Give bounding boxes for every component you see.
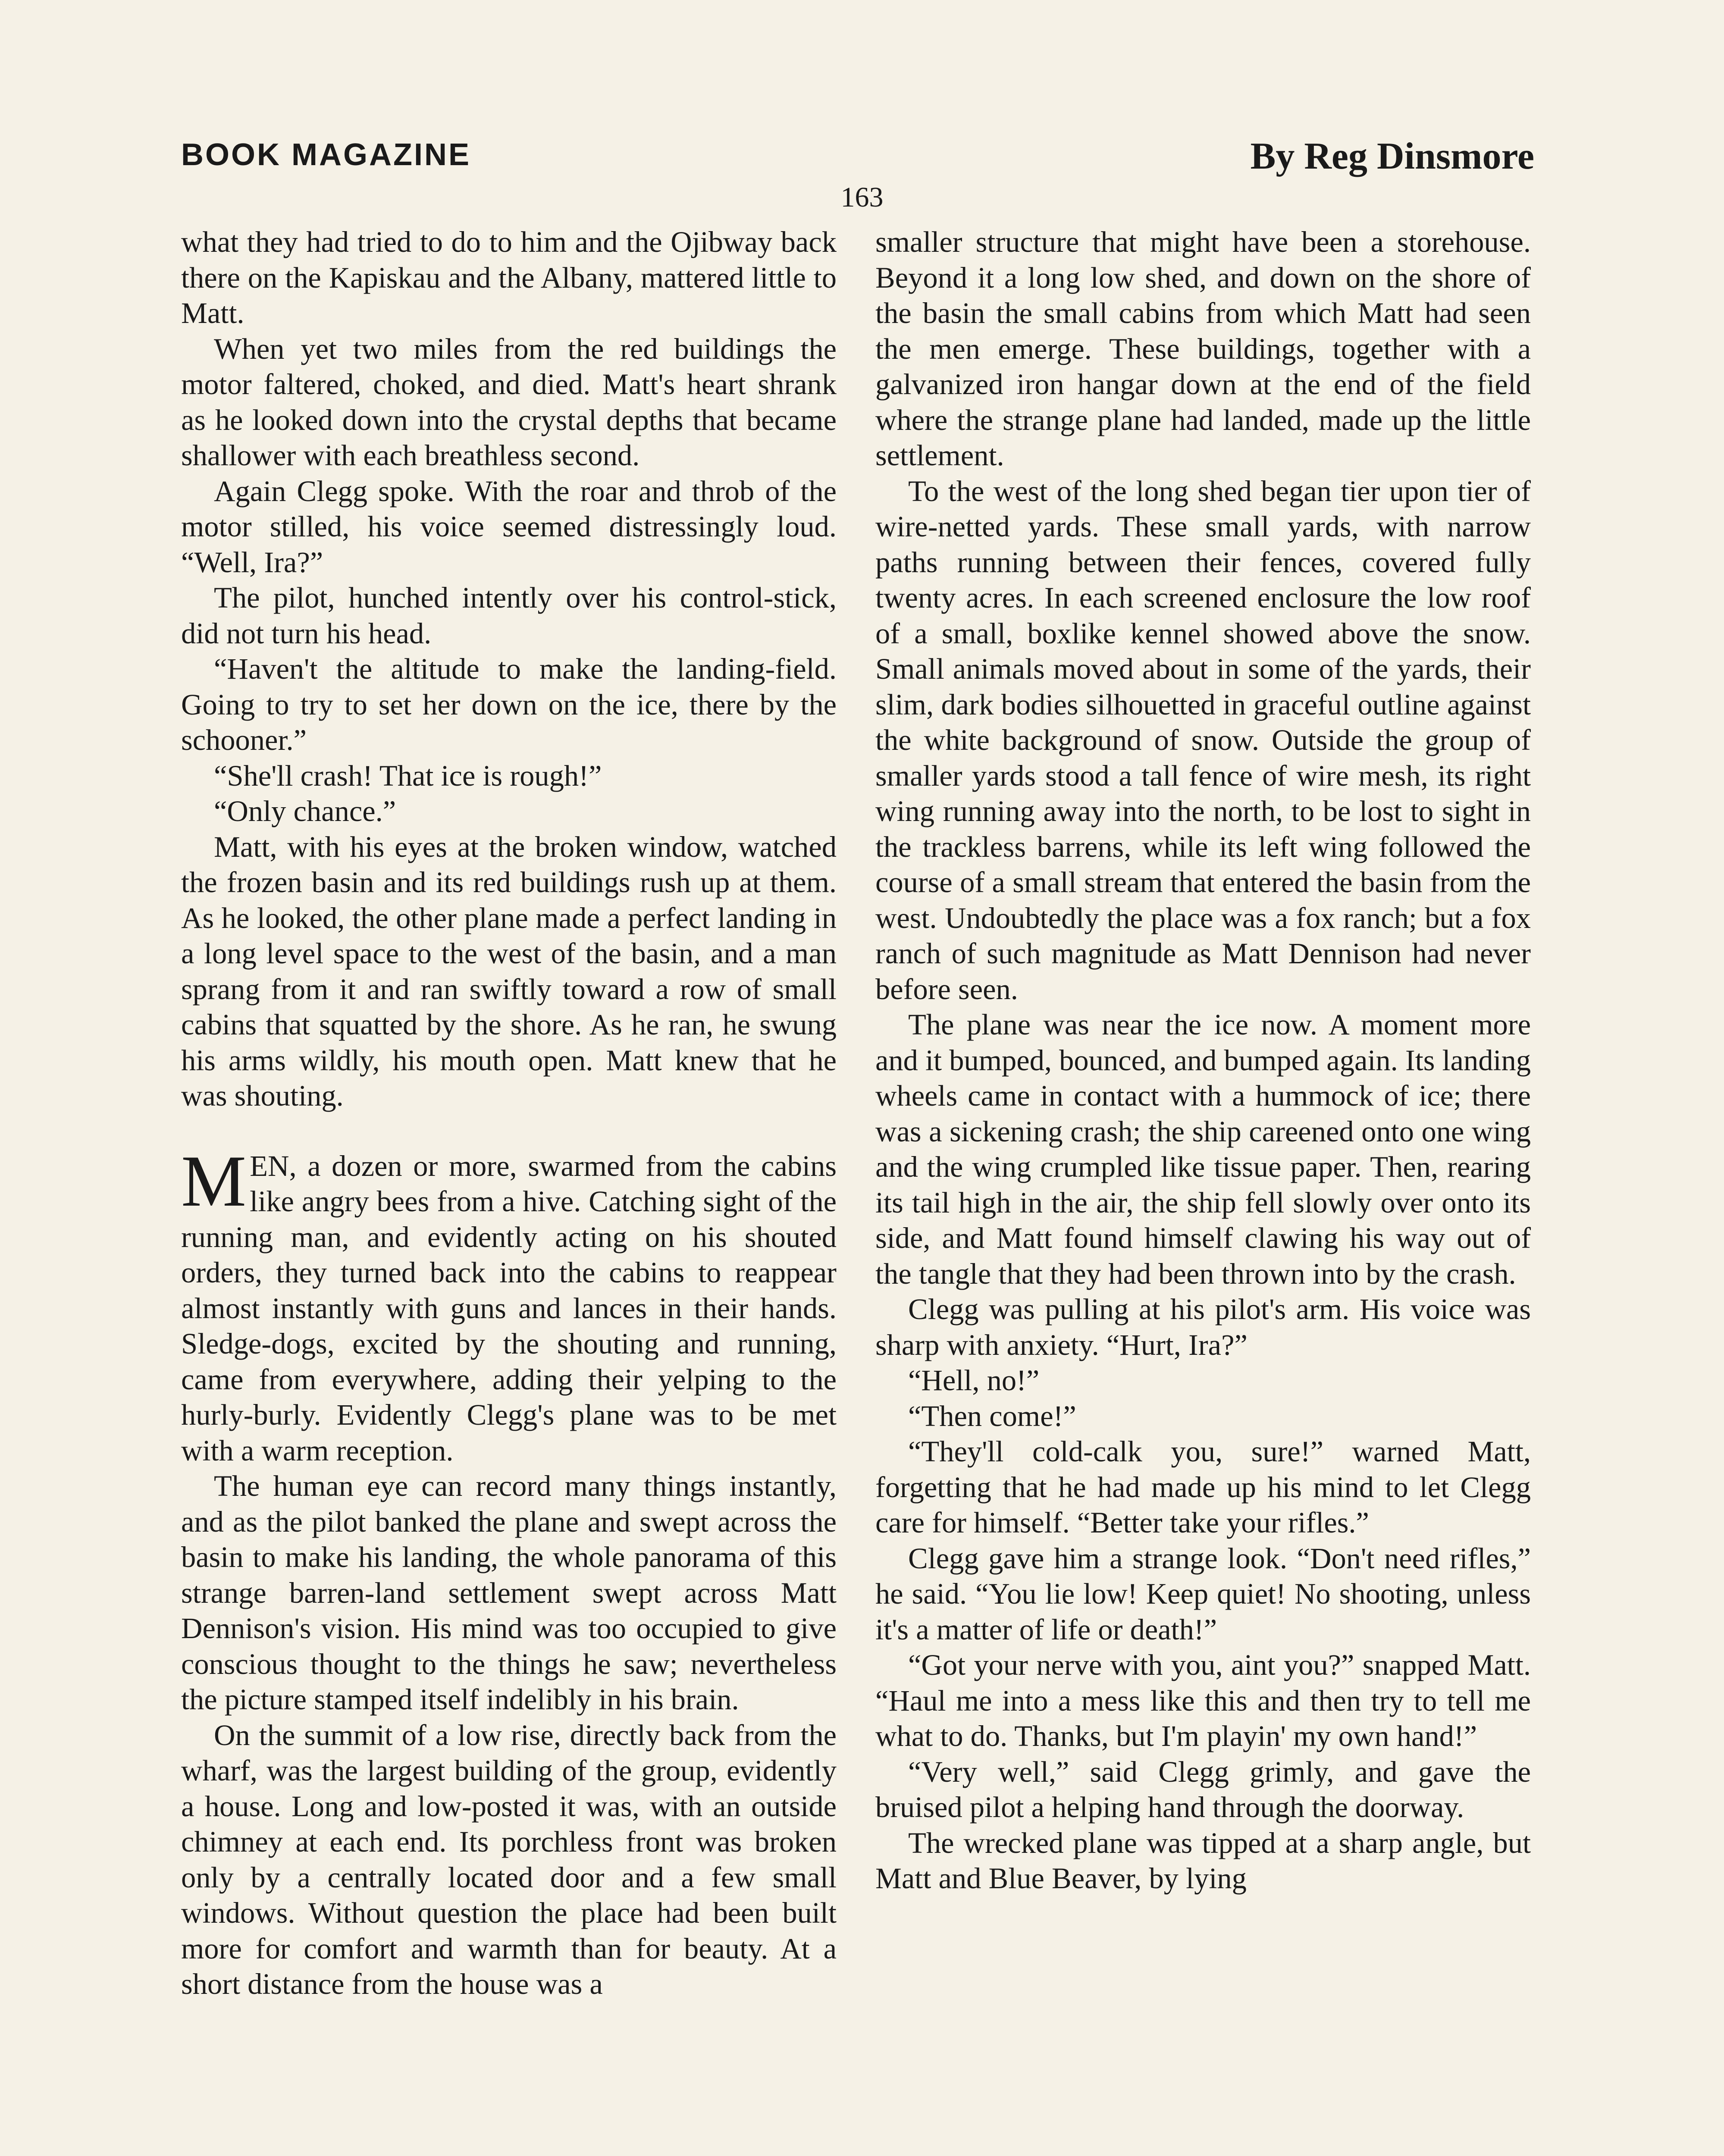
paragraph: “Only chance.” [214,795,396,827]
paragraph: When yet two miles from the red buildings the motor faltered, choked, and died. Matt's heart shrank as he looked down into the crystal depths that became shallower with each breathless second. [181,332,837,472]
paragraph: “They'll cold-calk you, sure!” warned Matt, forgetting that he had made up his mind to let Clegg care for himself. “Better take your rifles.” [875,1435,1531,1539]
paragraph: “Hell, no!” [908,1364,1040,1397]
section-opening-paragraph [181,1140,837,1469]
left-column [181,224,837,2002]
paragraph: To the west of the long shed began tier upon tier of wire-netted yards. These small yards, with narrow paths running between their fences, covered fully twenty acres. In each screened enclosure the low roof of a small, boxlike kennel showed above the snow. Small animals moved about in some of the yards, their slim, dark bodies silhouetted in graceful outline against the white background of snow. Outside the group of smaller yards stood a tall fence of wire mesh, its right wing running away into the north, to be lost to sight in the trackless barrens, while its left wing followed the course of a small stream that entered the basin from the west. Undoubtedly the place was a fox ranch; but a fox ranch of such magnitude as Matt Dennison had never before seen. [875,474,1531,1006]
paragraph: On the summit of a low rise, directly back from the wharf, was the largest building of the group, evidently a house. Long and low-posted it was, with an outside chimney at each end. Its porchless front was broken only by a centrally located door and a few small windows. Without question the place had been built more for comfort and warmth than for beauty. At a short distance from the house was a [181,1718,837,2000]
page-number: 163 [840,182,884,213]
paragraph: The human eye can record many things instantly, and as the pilot banked the plane and swept across the basin to make his landing, the whole panorama of this strange barren-land settlement swept across Matt Dennison's vision. His mind was too occupied to give conscious thought to the things he saw; nevertheless the picture stamped itself indelibly in his brain. [181,1470,837,1716]
paragraph: what they had tried to do to him and the Ojibway back there on the Kapiskau and the Albany, mattered little to Matt. [181,226,837,329]
author-byline: By Reg Dinsmore [1250,135,1534,177]
paragraph: “Then come!” [908,1399,1076,1432]
drop-cap: M [181,1140,247,1222]
right-column [875,224,1531,1896]
drop-cap-continuation: EN, a dozen or more, swarmed from [250,1149,703,1182]
paragraph-text: the cabins like angry bees from a hive. Catching sight of the running man, and evidently acting on his shouted orders, they turned back into the cabins to reappear almost instantly with guns and lances in their hands. Sledge-dogs, excited by the shouting and running, came from everywhere, adding their yelping to the hurly-burly. Evidently Clegg's plane was to be met with a warm reception. [181,1149,837,1467]
paragraph: Clegg gave him a strange look. “Don't need rifles,” he said. “You lie low! Keep quiet! No shooting, unless it's a matter of life or death!” [875,1542,1531,1646]
paragraph: The plane was near the ice now. A moment more and it bumped, bounced, and bumped again. Its landing wheels came in contact with a hummock of ice; there was a sickening crash; the ship careened onto one wing and the wing crumpled like tissue paper. Then, rearing its tail high in the air, the ship fell slowly over onto its side, and Matt found himself clawing his way out of the tangle that they had been thrown into by the crash. [875,1008,1531,1290]
paragraph: Again Clegg spoke. With the roar and throb of the motor stilled, his voice seemed distressingly loud. “Well, Ira?” [181,474,837,579]
paragraph: Clegg was pulling at his pilot's arm. His voice was sharp with anxiety. “Hurt, Ira?” [875,1293,1531,1361]
paragraph: smaller structure that might have been a storehouse. Beyond it a long low shed, and down on the shore of the basin the small cabins from which Matt had seen the men emerge. These buildings, together with a galvanized iron hangar down at the end of the field where the strange plane had landed, made up the little settlement. [875,226,1531,472]
paragraph: The wrecked plane was tipped at a sharp angle, but Matt and Blue Beaver, by lying [875,1826,1531,1895]
paragraph: “Very well,” said Clegg grimly, and gave the bruised pilot a helping hand through the doorway. [875,1755,1531,1824]
paragraph: Matt, with his eyes at the broken window, watched the frozen basin and its red buildings rush up at them. As he looked, the other plane made a perfect landing in a long level space to the west of the basin, and a man sprang from it and ran swiftly toward a row of small cabins that squatted by the shore. As he ran, he swung his arms wildly, his mouth open. Matt knew that he was shouting. [181,830,837,1112]
paragraph: “Haven't the altitude to make the landing-field. Going to try to set her down on the ice, there by the schooner.” [181,652,837,756]
paragraph: The pilot, hunched intently over his control-stick, did not turn his head. [181,581,837,650]
paragraph: “Got your nerve with you, aint you?” snapped Matt. “Haul me into a mess like this and then try to tell me what to do. Thanks, but I'm playin' my own hand!” [875,1648,1531,1752]
paragraph: “She'll crash! That ice is rough!” [214,759,602,792]
magazine-title: BOOK MAGAZINE [181,138,471,172]
